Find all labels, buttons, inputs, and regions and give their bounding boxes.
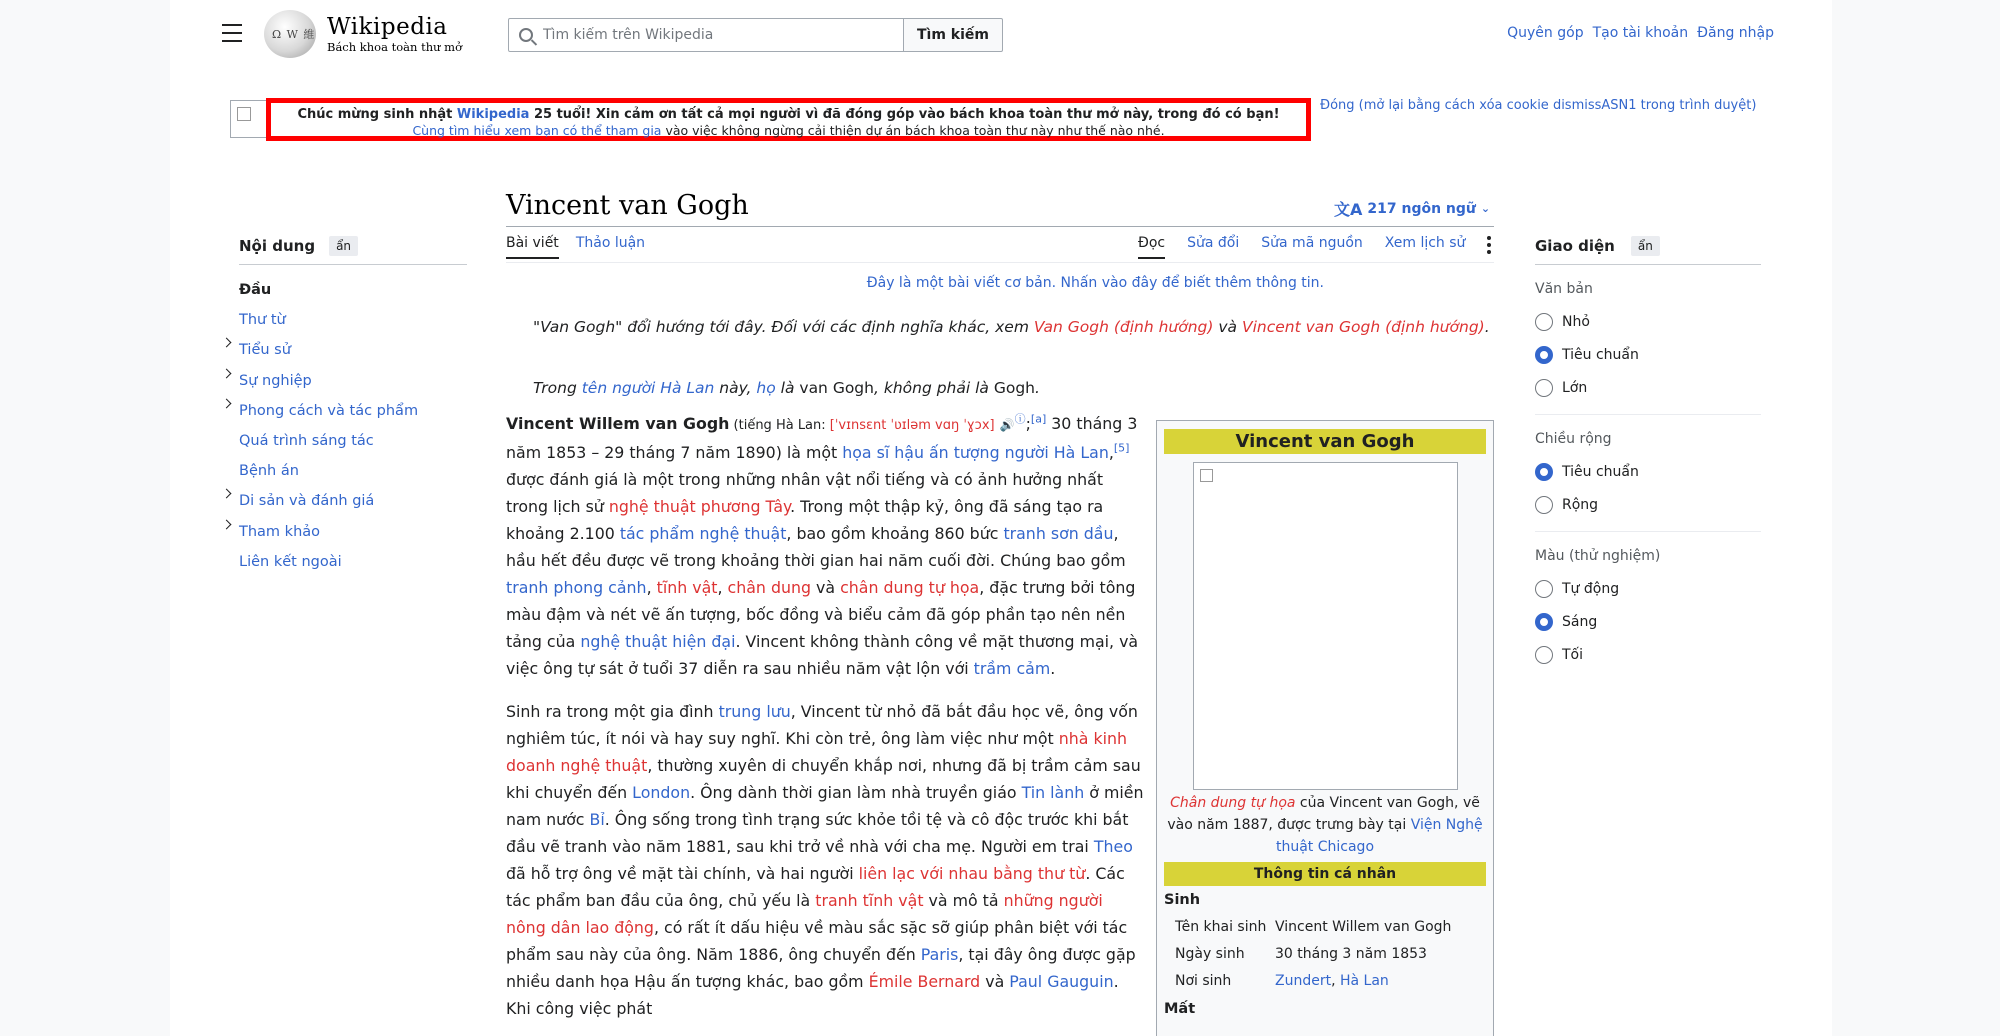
- footnote-a[interactable]: [a]: [1030, 412, 1047, 426]
- speaker-icon[interactable]: 🔊: [999, 418, 1015, 432]
- toc-item-label[interactable]: Thư từ: [239, 312, 286, 329]
- page: [170, 0, 1832, 1036]
- toc-item-references[interactable]: [239, 517, 467, 547]
- radio-label: Rộng: [1562, 496, 1599, 513]
- radio-button[interactable]: [1535, 463, 1553, 481]
- text: và mô tả: [923, 891, 1004, 910]
- hatnote-link[interactable]: họ: [756, 379, 776, 397]
- toc-item-biography[interactable]: [239, 335, 467, 365]
- subject-name: Vincent Willem van Gogh: [506, 414, 730, 433]
- toc-item-style[interactable]: [239, 396, 467, 426]
- lang-label: (tiếng Hà Lan:: [729, 418, 830, 433]
- width-title: Chiều rộng: [1535, 431, 1612, 447]
- tabs-divider: [506, 262, 1494, 263]
- radio-color-light[interactable]: [1535, 605, 1761, 638]
- text: ở miền nam nước: [506, 783, 1144, 829]
- chevron-right-icon[interactable]: [222, 338, 232, 348]
- toc-header: [239, 236, 467, 265]
- caption-text: của Vincent van Gogh, vẽ vào năm 1887, được trưng bày tại: [1167, 795, 1480, 833]
- banner-text: 25 tuổi! Xin cảm ơn tất cả mọi người vì đã đóng góp vào bách khoa toàn thư mở này, trong đó có bạn!: [529, 107, 1280, 122]
- text: , đặc trưng bởi tông màu đậm và nét vẽ ấn tượng, bốc đồng và biểu cảm đã góp phần tạo nên nền tảng của: [506, 578, 1136, 651]
- search-button[interactable]: Tìm kiếm: [903, 18, 1003, 52]
- chevron-down-icon: ⌄: [1480, 202, 1491, 215]
- text: . Các tác phẩm ban đầu của ông, chủ yếu là: [506, 864, 1125, 910]
- link[interactable]: họa sĩ hậu ấn tượng: [842, 443, 1000, 462]
- toc-item-label: Đầu: [239, 282, 272, 299]
- hatnote-text: này,: [714, 379, 757, 397]
- toc-item-process[interactable]: [239, 426, 467, 456]
- toc-title: Nội dung: [239, 237, 316, 255]
- hatnote-text: là: [775, 379, 800, 397]
- hatnote-naming: [533, 375, 1493, 402]
- link[interactable]: Hà Lan: [1340, 973, 1389, 989]
- ipa-separator: ;: [1025, 414, 1031, 433]
- radio-label: Tối: [1562, 646, 1584, 663]
- redlink[interactable]: liên lạc với nhau bằng thư từ: [858, 864, 1086, 883]
- infobox-title: Vincent van Gogh: [1164, 429, 1486, 454]
- link[interactable]: Zundert: [1275, 973, 1332, 989]
- link[interactable]: tranh phong cảnh: [506, 578, 647, 597]
- toc-item-label[interactable]: Phong cách và tác phẩm: [239, 402, 419, 419]
- tab-article[interactable]: Bài viết: [506, 235, 559, 259]
- namespace-tabs: [506, 235, 645, 259]
- infobox: [1156, 420, 1494, 1036]
- redlink[interactable]: tĩnh vật: [656, 578, 718, 597]
- toc-item-career[interactable]: [239, 366, 467, 396]
- radio-button[interactable]: [1535, 379, 1553, 397]
- appearance-title: Giao diện: [1535, 237, 1615, 255]
- text-size-title: Văn bản: [1535, 281, 1593, 297]
- link[interactable]: trung lưu: [718, 702, 791, 721]
- main-menu-icon[interactable]: [222, 24, 242, 42]
- logo-wordmark[interactable]: Wikipedia: [327, 14, 448, 40]
- donate-link[interactable]: Quyên góp: [1507, 25, 1584, 41]
- wikipedia-globe-logo[interactable]: [264, 10, 316, 58]
- toc-list: [239, 275, 467, 577]
- toc-item-label[interactable]: Quá trình sáng tác: [239, 433, 374, 450]
- infobox-label: Nơi sinh: [1175, 973, 1232, 989]
- radio-text-standard[interactable]: [1535, 338, 1761, 371]
- infobox-value: Vincent Willem van Gogh: [1275, 919, 1452, 935]
- text: và: [980, 972, 1010, 991]
- link[interactable]: tác phẩm nghệ thuật: [619, 524, 787, 543]
- language-icon: 文A: [1334, 200, 1363, 219]
- article-body: [506, 410, 1144, 1036]
- ipa-link[interactable]: [ˈvɪnsɛnt ˈʋɪləm vɑŋ ˈɣɔx]: [829, 418, 995, 433]
- infobox-portrait-image[interactable]: [1193, 462, 1458, 790]
- text: Sinh ra trong một gia đình: [506, 702, 719, 721]
- text: , tại đây ông được gặp nhiều danh họa Hậu ấn tượng khác, bao gồm: [506, 945, 1136, 991]
- page-title: Vincent van Gogh: [506, 190, 749, 221]
- tab-edit-source[interactable]: Sửa mã nguồn: [1261, 235, 1363, 251]
- lead-paragraph-1: [506, 410, 1144, 682]
- table-of-contents: [239, 236, 467, 577]
- hatnote-text: .: [1035, 379, 1040, 397]
- toc-item-top[interactable]: [239, 275, 467, 305]
- text: ,: [646, 578, 657, 597]
- hatnote-text: , không phải là: [873, 379, 994, 397]
- hatnote-link[interactable]: Vincent van Gogh (định hướng): [1241, 318, 1485, 336]
- link[interactable]: Tin lành: [1021, 783, 1085, 802]
- radio-label: Lớn: [1562, 379, 1588, 396]
- redlink[interactable]: tranh tĩnh vật: [815, 891, 924, 910]
- infobox-caption: [1164, 792, 1486, 858]
- divider: [1535, 531, 1761, 532]
- text: . Ông dành thời gian làm nhà truyền giáo: [690, 783, 1022, 802]
- infobox-value: 30 tháng 3 năm 1853: [1275, 946, 1427, 962]
- banner-image-icon: [230, 100, 267, 138]
- separator: ,: [1331, 973, 1340, 989]
- birthday-banner: [266, 98, 1311, 141]
- chevron-right-icon[interactable]: [222, 519, 232, 529]
- logo-tagline: Bách khoa toàn thư mở: [327, 40, 463, 54]
- appearance-hide-button[interactable]: ẩn: [1631, 236, 1660, 256]
- lead-paragraph-2: [506, 698, 1144, 1022]
- radio-button[interactable]: [1535, 646, 1553, 664]
- redlink[interactable]: chân dung tự họa: [840, 578, 980, 597]
- create-account-link[interactable]: Tạo tài khoản: [1592, 25, 1689, 41]
- infobox-group-birth: Sinh: [1164, 892, 1201, 908]
- tab-edit[interactable]: Sửa đổi: [1187, 235, 1240, 251]
- appearance-panel: [1535, 236, 1761, 671]
- hatnote-link[interactable]: Van Gogh (định hướng): [1033, 318, 1214, 336]
- radio-label: Nhỏ: [1562, 313, 1590, 330]
- redlink[interactable]: nhà kinh doanh nghệ thuật: [506, 729, 1128, 775]
- language-count: 217 ngôn ngữ: [1367, 200, 1476, 217]
- divider: [1535, 414, 1761, 415]
- infobox-row: [1164, 968, 1486, 995]
- tab-talk[interactable]: Thảo luận: [575, 235, 646, 251]
- toc-item-external-links[interactable]: [239, 547, 467, 577]
- chevron-right-icon[interactable]: [222, 368, 232, 378]
- hatnote-text: Trong: [533, 379, 582, 397]
- banner-participate-link[interactable]: Cùng tìm hiểu xem bạn có thể tham gia: [412, 123, 662, 138]
- redlink[interactable]: Émile Bernard: [868, 972, 981, 991]
- more-tools-icon[interactable]: [1487, 236, 1491, 254]
- text: đã hỗ trợ ông về mặt tài chính, và hai người: [506, 864, 859, 883]
- basic-article-note[interactable]: Đây là một bài viết cơ bản. Nhấn vào đây để biết thêm thông tin.: [866, 275, 1324, 291]
- infobox-row: [1164, 914, 1486, 941]
- text: . Ông sống trong tình trạng sức khỏe tồi tệ và cô độc trước khi bắt đầu vẽ tranh vào năm 1881, sau khi trở về nhà với cha mẹ. Người em trai: [506, 810, 1129, 856]
- search-input[interactable]: [543, 27, 883, 43]
- appearance-header: [1535, 236, 1761, 265]
- radio-button[interactable]: [1535, 346, 1553, 364]
- link[interactable]: Theo: [1093, 837, 1133, 856]
- chevron-right-icon[interactable]: [222, 489, 232, 499]
- radio-button[interactable]: [1535, 496, 1553, 514]
- link[interactable]: người Hà Lan: [1004, 443, 1109, 462]
- text: , thường xuyên di chuyển khắp nơi, nhưng đã bị trầm cảm sau khi chuyển đến: [506, 756, 1141, 802]
- hatnote-name: van Gogh: [799, 379, 874, 397]
- hatnote-link[interactable]: tên người Hà Lan: [581, 379, 715, 397]
- hatnote-text: .: [1484, 318, 1490, 336]
- color-title: Màu (thử nghiệm): [1535, 548, 1661, 564]
- personal-tools: [1507, 25, 1774, 41]
- infobox-section-header: Thông tin cá nhân: [1164, 862, 1486, 886]
- banner-wikipedia-link[interactable]: Wikipedia: [456, 107, 530, 122]
- toc-item-label[interactable]: Liên kết ngoài: [239, 553, 342, 570]
- toc-item-label[interactable]: Tiểu sử: [239, 342, 291, 359]
- link[interactable]: trầm cảm: [973, 659, 1051, 678]
- redlink[interactable]: nghệ thuật phương Tây: [608, 497, 791, 516]
- radio-label: Tiêu chuẩn: [1562, 463, 1639, 480]
- search-box[interactable]: [508, 18, 904, 52]
- text: .: [1050, 659, 1056, 678]
- search-icon: [519, 28, 533, 42]
- radio-label: Tiêu chuẩn: [1562, 346, 1639, 363]
- text: được đánh giá là một trong những nhân vật nổi tiếng và có ảnh hưởng nhất trong lịch sử: [506, 470, 1104, 516]
- link[interactable]: Bỉ: [589, 810, 605, 829]
- banner-line-1: [271, 107, 1306, 123]
- radio-button[interactable]: [1535, 580, 1553, 598]
- view-tabs: [1138, 235, 1491, 259]
- infobox-row: [1164, 941, 1486, 968]
- radio-width-standard[interactable]: [1535, 455, 1761, 488]
- text: , bao gồm khoảng 860 bức: [786, 524, 1004, 543]
- banner-text: vào việc không ngừng cải thiện dự án bách khoa toàn thư này như thế nào nhé.: [661, 123, 1165, 138]
- text: ,: [1108, 443, 1114, 462]
- radio-text-small[interactable]: [1535, 305, 1761, 338]
- radio-color-dark[interactable]: [1535, 638, 1761, 671]
- toc-item-legacy[interactable]: [239, 486, 467, 516]
- toc-item-illness[interactable]: [239, 456, 467, 486]
- radio-width-wide[interactable]: [1535, 488, 1761, 521]
- radio-button[interactable]: [1535, 613, 1553, 631]
- title-divider: [506, 226, 1494, 227]
- text: . Khi công việc phát: [506, 972, 1119, 1018]
- text: , có rất ít dấu hiệu về màu sắc sặc sỡ giúp phân biệt với tác phẩm sau này của ông. Năm 1886, ông chuyển đến: [506, 918, 1128, 964]
- hatnote-name: Gogh: [993, 379, 1036, 397]
- login-link[interactable]: Đăng nhập: [1697, 25, 1774, 41]
- chevron-right-icon[interactable]: [222, 398, 232, 408]
- toc-item-label[interactable]: Bệnh án: [239, 463, 299, 480]
- text: , Vincent từ nhỏ đã bắt đầu học vẽ, ông vốn nghiêm túc, ít nói và hay suy nghĩ. Khi còn trẻ, ông làm việc như một: [506, 702, 1138, 748]
- text: . Vincent không thành công về mặt thương mại, và việc ông tự sát ở tuổi 37 diễn ra sau nhiều năm vật lộn với: [506, 632, 1139, 678]
- radio-label: Sáng: [1562, 613, 1598, 630]
- toc-item-label[interactable]: Tham khảo: [239, 523, 321, 540]
- banner-text: Chúc mừng sinh nhật: [297, 107, 457, 122]
- caption-link[interactable]: Viện Nghệ thuật Chicago: [1275, 817, 1483, 855]
- tab-history[interactable]: Xem lịch sử: [1384, 235, 1466, 251]
- text: và: [811, 578, 841, 597]
- redlink[interactable]: những người nông dân lao động: [506, 891, 1103, 937]
- radio-button[interactable]: [1535, 313, 1553, 331]
- link[interactable]: London: [632, 783, 691, 802]
- infobox-value: [1275, 970, 1486, 992]
- redlink[interactable]: chân dung: [727, 578, 812, 597]
- tab-read[interactable]: Đọc: [1138, 235, 1165, 259]
- banner-close-link[interactable]: Đóng (mở lại bằng cách xóa cookie dismissASN1 trong trình duyệt): [1320, 98, 1757, 113]
- radio-color-auto[interactable]: [1535, 572, 1761, 605]
- text: 30 tháng 3 năm 1853 – 29 tháng 7 năm 1890) là một: [506, 414, 1138, 462]
- toc-item-label[interactable]: Di sản và đánh giá: [239, 493, 375, 510]
- link[interactable]: tranh sơn dầu: [1003, 524, 1114, 543]
- infobox-group-death: Mất: [1164, 1001, 1196, 1017]
- radio-label: Tự động: [1562, 580, 1620, 597]
- hatnote-text: và: [1213, 318, 1242, 336]
- banner-line-2: [271, 123, 1306, 139]
- toc-item-letters[interactable]: [239, 305, 467, 335]
- text: ,: [717, 578, 728, 597]
- text: , hầu hết đều được vẽ trong khoảng thời gian hai năm cuối đời. Chúng bao gồm: [506, 524, 1126, 570]
- info-icon[interactable]: ⓘ: [1014, 412, 1026, 426]
- reference-5[interactable]: [5]: [1113, 441, 1130, 455]
- hatnote-text: "Van Gogh" đổi hướng tới đây. Đối với các định nghĩa khác, xem: [533, 318, 1034, 336]
- caption-link[interactable]: Chân dung tự họa: [1170, 795, 1296, 811]
- radio-text-large[interactable]: [1535, 371, 1761, 404]
- link[interactable]: Paul Gauguin: [1009, 972, 1114, 991]
- infobox-label: Ngày sinh: [1175, 946, 1245, 962]
- text: . Trong một thập kỷ, ông đã sáng tạo ra khoảng 2.100: [506, 497, 1104, 543]
- toc-hide-button[interactable]: ẩn: [329, 236, 358, 256]
- link[interactable]: nghệ thuật hiện đại: [580, 632, 736, 651]
- toc-item-label[interactable]: Sự nghiệp: [239, 372, 312, 389]
- hatnote-redirect: [533, 314, 1523, 341]
- language-button[interactable]: [1334, 197, 1490, 220]
- link[interactable]: Paris: [920, 945, 959, 964]
- infobox-label: Tên khai sinh: [1175, 919, 1267, 935]
